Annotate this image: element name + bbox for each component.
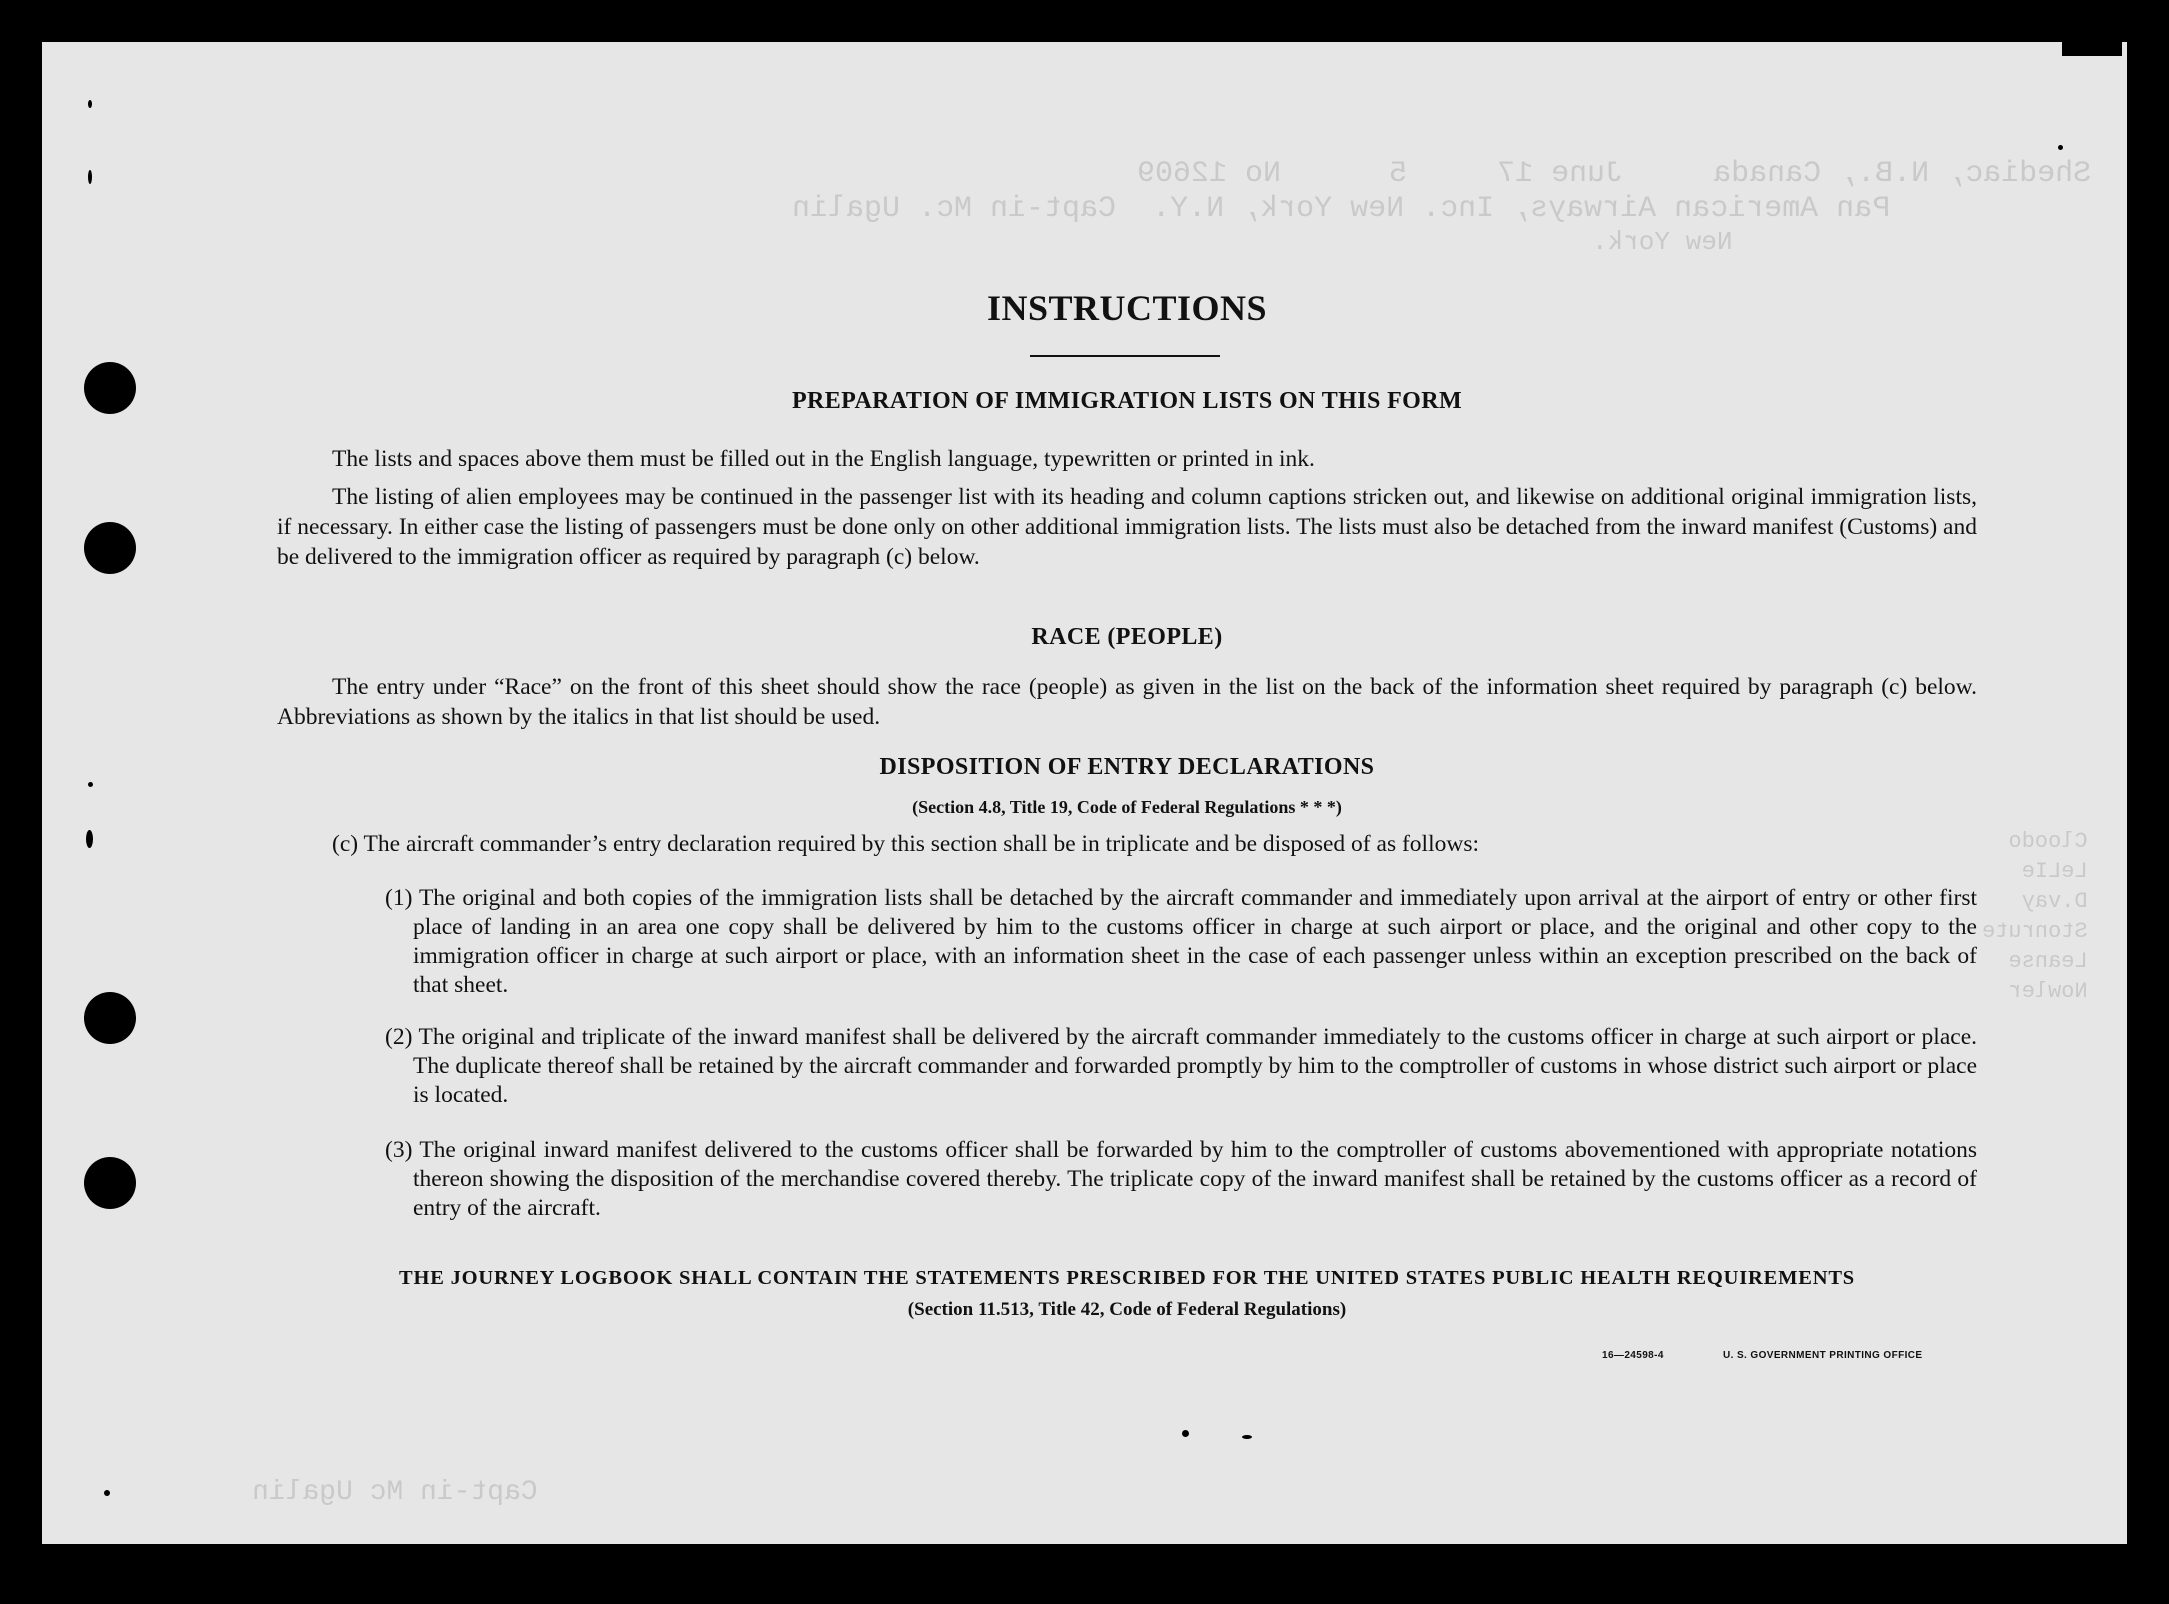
speck <box>1242 1435 1252 1439</box>
document-page <box>42 42 2127 1544</box>
item-text: The original and triplicate of the inward manifest shall be delivered by the aircraft commander immediately to the customs officer in charge at such airport or place. The duplicate thereof shall be retained by the aircraft commander and forwarded promptly by him to the comptroller of customs in whose district such airport or place is located. <box>413 1024 1977 1108</box>
speck <box>88 782 93 787</box>
punch-hole <box>84 992 136 1044</box>
preparation-paragraph-2: The listing of alien employees may be continued in the passenger list with its heading and column captions stricken out, and likewise on additional original immigration lists, if necessary. In either case the listing of passengers must be done only on other additional immigration lists. The lists must also be detached from the inward manifest (Customs) and be delivered to the immigration officer as required by paragraph (c) below. <box>277 484 1977 570</box>
speck <box>88 170 92 184</box>
form-number: 16—24598-4 <box>1602 1350 1664 1361</box>
section-heading-disposition: DISPOSITION OF ENTRY DECLARATIONS <box>879 754 1375 780</box>
speck <box>88 100 92 108</box>
disposition-item-3 <box>385 1136 1977 1223</box>
public-health-citation: (Section 11.513, Title 42, Code of Federal Regulations) <box>907 1299 1347 1320</box>
item-number: (2) <box>385 1024 413 1050</box>
punch-hole <box>84 1157 136 1209</box>
public-health-statement: THE JOURNEY LOGBOOK SHALL CONTAIN THE STATEMENTS PRESCRIBED FOR THE UNITED STATES PUBLIC HEALTH REQUIREMENTS <box>398 1267 1856 1289</box>
item-text: The original and both copies of the immigration lists shall be detached by the aircraft commander and immediately upon arrival at the airport of entry or other first place of landing in an area one copy shall be delivered by him to the customs officer in charge at such airport or place, and the original and other copy to the immigration officer in charge at such airport or place, with an information sheet in the case of each passenger unless within an exception prescribed on the back of that sheet. <box>413 885 1978 998</box>
disposition-item-1 <box>385 884 1977 1000</box>
speck <box>104 1490 110 1496</box>
speck <box>1182 1430 1189 1437</box>
printing-office-label: U. S. GOVERNMENT PRINTING OFFICE <box>1723 1350 1923 1361</box>
disposition-citation: (Section 4.8, Title 19, Code of Federal Regulations * * *) <box>912 797 1342 817</box>
punch-hole <box>84 362 136 414</box>
item-number: (1) <box>385 885 413 911</box>
speck <box>86 830 93 848</box>
item-text: The original inward manifest delivered to the customs officer shall be forwarded by him to the comptroller of customs abovementioned with appropriate notations thereon showing the disposition of the merchandise covered thereby. The triplicate copy of the inward manifest shall be retained by the customs officer as a record of entry of the aircraft. <box>413 1137 1977 1221</box>
speck <box>2058 145 2063 150</box>
title-underline <box>1030 355 1220 357</box>
disposition-item-2 <box>385 1023 1977 1110</box>
bleed-through-text: New York. <box>1592 227 1733 257</box>
section-heading-race: RACE (PEOPLE) <box>1031 624 1223 650</box>
bleed-through-text: Cloodo LeLIe D.vay Stonrute Leanse Nowler <box>1982 829 2088 1004</box>
item-number: (3) <box>385 1137 413 1163</box>
punch-hole <box>84 522 136 574</box>
section-heading-preparation: PREPARATION OF IMMIGRATION LISTS ON THIS FORM <box>791 388 1463 414</box>
disposition-intro: (c) The aircraft commander’s entry declaration required by this section shall be in triplicate and be disposed of as follows: <box>332 831 1479 857</box>
race-paragraph: The entry under “Race” on the front of this sheet should show the race (people) as given in the list on the back of the information sheet required by paragraph (c) below. Abbreviations as shown by the italics in that list should be used. <box>277 674 1977 730</box>
bleed-through-text: Capt-in Mc Ugalin <box>252 1477 538 1508</box>
page-title: INSTRUCTIONS <box>986 288 1268 328</box>
speck <box>2062 42 2122 56</box>
bleed-through-text: Shediac, N.B., Canada June 17 5 No 12609 <box>1137 157 2092 191</box>
preparation-paragraph-1: The lists and spaces above them must be filled out in the English language, typewritten or printed in ink. <box>332 446 1315 472</box>
bleed-through-text: Pan American Airways, Inc. New York, N.Y. Capt-in Mc. Ugalin <box>792 192 1891 226</box>
